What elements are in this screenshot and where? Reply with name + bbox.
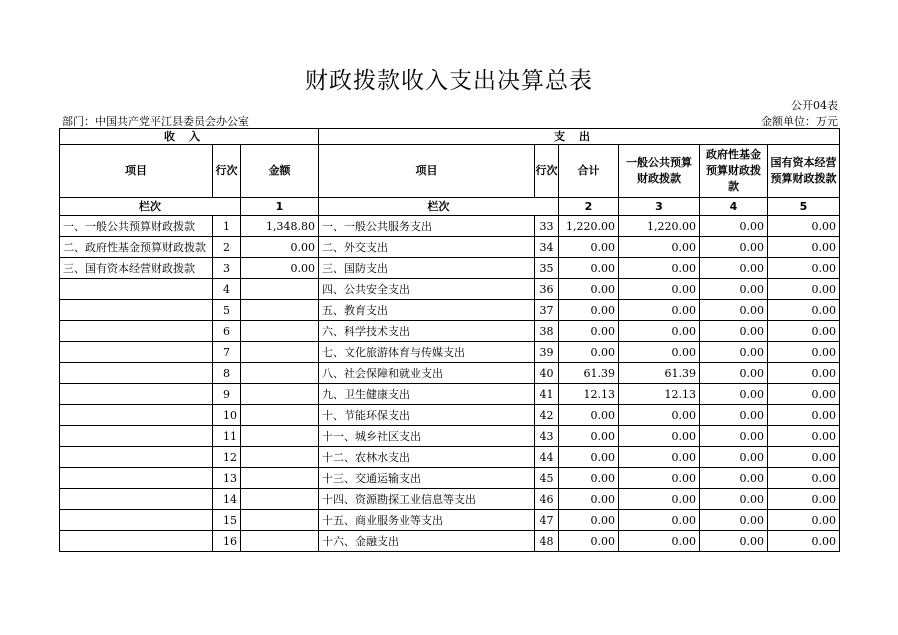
lanci-general: 3	[619, 198, 700, 216]
expenditure-item-cell: 三、国防支出	[319, 258, 535, 279]
income-item-cell	[60, 279, 213, 300]
income-seq-header: 行次	[213, 145, 241, 198]
income-amount-cell	[241, 342, 319, 363]
income-amount-cell	[241, 384, 319, 405]
expenditure-item-cell: 五、教育支出	[319, 300, 535, 321]
state-capital-cell: 0.00	[768, 447, 840, 468]
table-row	[60, 258, 840, 279]
general-budget-cell: 0.00	[619, 300, 700, 321]
form-number: 公开04表	[791, 99, 838, 112]
table-row	[60, 216, 840, 237]
expenditure-item-cell: 六、科学技术支出	[319, 321, 535, 342]
income-seq-cell: 16	[213, 531, 241, 552]
table-row	[60, 489, 840, 510]
income-item-cell	[60, 510, 213, 531]
table-row	[60, 279, 840, 300]
total-cell: 0.00	[559, 279, 619, 300]
fund-budget-cell: 0.00	[700, 237, 768, 258]
fund-budget-cell: 0.00	[700, 363, 768, 384]
general-budget-cell: 0.00	[619, 321, 700, 342]
fund-budget-cell: 0.00	[700, 468, 768, 489]
expenditure-seq-header: 行次	[535, 145, 559, 198]
total-cell: 61.39	[559, 363, 619, 384]
state-capital-cell: 0.00	[768, 300, 840, 321]
income-seq-cell: 4	[213, 279, 241, 300]
fund-budget-cell: 0.00	[700, 300, 768, 321]
fund-budget-cell: 0.00	[700, 489, 768, 510]
column-header-row	[60, 145, 840, 198]
income-seq-cell: 12	[213, 447, 241, 468]
total-cell: 0.00	[559, 300, 619, 321]
income-seq-cell: 13	[213, 468, 241, 489]
income-item-cell	[60, 342, 213, 363]
table-row	[60, 237, 840, 258]
income-amount-cell	[241, 300, 319, 321]
expenditure-seq-cell: 35	[535, 258, 559, 279]
expenditure-item-cell: 八、社会保障和就业支出	[319, 363, 535, 384]
department-label: 部门：中国共产党平江县委员会办公室	[62, 115, 249, 128]
income-amount-cell	[241, 531, 319, 552]
state-capital-cell: 0.00	[768, 363, 840, 384]
general-budget-cell: 0.00	[619, 531, 700, 552]
income-amount-cell: 1,348.80	[241, 216, 319, 237]
income-amount-cell: 0.00	[241, 258, 319, 279]
fund-budget-cell: 0.00	[700, 405, 768, 426]
table-row	[60, 468, 840, 489]
income-amount-header: 金额	[241, 145, 319, 198]
state-capital-cell: 0.00	[768, 489, 840, 510]
income-seq-cell: 7	[213, 342, 241, 363]
income-amount-cell: 0.00	[241, 237, 319, 258]
table-row	[60, 531, 840, 552]
table-row	[60, 405, 840, 426]
page-title: 财政拨款收入支出决算总表	[305, 68, 593, 94]
general-budget-cell: 0.00	[619, 426, 700, 447]
general-budget-cell: 0.00	[619, 405, 700, 426]
state-capital-cell: 0.00	[768, 321, 840, 342]
expenditure-seq-cell: 38	[535, 321, 559, 342]
income-lanci-amount: 1	[241, 198, 319, 216]
state-capital-cell: 0.00	[768, 468, 840, 489]
fund-budget-cell: 0.00	[700, 510, 768, 531]
table-row	[60, 384, 840, 405]
income-amount-cell	[241, 321, 319, 342]
income-seq-cell: 5	[213, 300, 241, 321]
income-item-cell	[60, 363, 213, 384]
expenditure-item-cell: 七、文化旅游体育与传媒支出	[319, 342, 535, 363]
expenditure-seq-cell: 48	[535, 531, 559, 552]
total-cell: 0.00	[559, 510, 619, 531]
general-budget-cell: 0.00	[619, 279, 700, 300]
income-amount-cell	[241, 279, 319, 300]
fund-budget-header: 政府性基金预算财政拨款	[700, 145, 768, 198]
income-item-cell	[60, 447, 213, 468]
expenditure-seq-cell: 45	[535, 468, 559, 489]
income-lanci-label: 栏次	[60, 198, 241, 216]
income-section-header: 收入	[60, 129, 319, 145]
state-capital-cell: 0.00	[768, 258, 840, 279]
expenditure-seq-cell: 44	[535, 447, 559, 468]
column-index-row	[60, 198, 840, 216]
total-cell: 0.00	[559, 321, 619, 342]
income-amount-cell	[241, 510, 319, 531]
total-cell: 0.00	[559, 426, 619, 447]
expenditure-seq-cell: 46	[535, 489, 559, 510]
expenditure-seq-cell: 36	[535, 279, 559, 300]
total-cell: 0.00	[559, 468, 619, 489]
general-budget-cell: 0.00	[619, 342, 700, 363]
general-budget-cell: 0.00	[619, 510, 700, 531]
fund-budget-cell: 0.00	[700, 342, 768, 363]
expenditure-item-cell: 九、卫生健康支出	[319, 384, 535, 405]
income-item-header: 项目	[60, 145, 213, 198]
expenditure-item-cell: 十三、交通运输支出	[319, 468, 535, 489]
state-capital-cell: 0.00	[768, 405, 840, 426]
unit-label: 金额单位：万元	[761, 115, 838, 128]
income-item-cell: 一、一般公共预算财政拨款	[60, 216, 213, 237]
general-budget-cell: 12.13	[619, 384, 700, 405]
income-seq-cell: 11	[213, 426, 241, 447]
lanci-fund: 4	[700, 198, 768, 216]
total-cell: 0.00	[559, 447, 619, 468]
total-header: 合计	[559, 145, 619, 198]
income-seq-cell: 1	[213, 216, 241, 237]
expenditure-item-cell: 十二、农林水支出	[319, 447, 535, 468]
income-seq-cell: 3	[213, 258, 241, 279]
income-amount-cell	[241, 468, 319, 489]
expenditure-item-cell: 十四、资源勘探工业信息等支出	[319, 489, 535, 510]
expenditure-section-header: 支出	[319, 129, 840, 145]
income-seq-cell: 8	[213, 363, 241, 384]
income-seq-cell: 6	[213, 321, 241, 342]
general-budget-cell: 0.00	[619, 258, 700, 279]
table-body	[60, 216, 840, 552]
general-budget-cell: 61.39	[619, 363, 700, 384]
state-capital-cell: 0.00	[768, 237, 840, 258]
fund-budget-cell: 0.00	[700, 426, 768, 447]
expenditure-seq-cell: 47	[535, 510, 559, 531]
fund-budget-cell: 0.00	[700, 531, 768, 552]
expenditure-seq-cell: 39	[535, 342, 559, 363]
table-row	[60, 426, 840, 447]
income-item-cell	[60, 489, 213, 510]
income-item-cell	[60, 405, 213, 426]
state-capital-cell: 0.00	[768, 279, 840, 300]
table-row	[60, 447, 840, 468]
state-capital-cell: 0.00	[768, 510, 840, 531]
total-cell: 0.00	[559, 342, 619, 363]
total-cell: 0.00	[559, 258, 619, 279]
fund-budget-cell: 0.00	[700, 321, 768, 342]
income-seq-cell: 15	[213, 510, 241, 531]
table-row	[60, 321, 840, 342]
expenditure-item-cell: 十、节能环保支出	[319, 405, 535, 426]
income-item-cell	[60, 468, 213, 489]
table-row	[60, 300, 840, 321]
total-cell: 0.00	[559, 405, 619, 426]
expenditure-item-cell: 十一、城乡社区支出	[319, 426, 535, 447]
general-budget-cell: 0.00	[619, 237, 700, 258]
table-row	[60, 363, 840, 384]
general-budget-cell: 1,220.00	[619, 216, 700, 237]
income-amount-cell	[241, 405, 319, 426]
fund-budget-cell: 0.00	[700, 279, 768, 300]
expenditure-item-cell: 十六、金融支出	[319, 531, 535, 552]
total-cell: 0.00	[559, 237, 619, 258]
table-row	[60, 342, 840, 363]
lanci-total: 2	[559, 198, 619, 216]
expenditure-item-header: 项目	[319, 145, 535, 198]
fund-budget-cell: 0.00	[700, 216, 768, 237]
income-item-cell	[60, 300, 213, 321]
total-cell: 0.00	[559, 489, 619, 510]
income-item-cell: 三、国有资本经营财政拨款	[60, 258, 213, 279]
income-seq-cell: 10	[213, 405, 241, 426]
expenditure-seq-cell: 41	[535, 384, 559, 405]
income-amount-cell	[241, 447, 319, 468]
table-row	[60, 510, 840, 531]
income-item-cell: 二、政府性基金预算财政拨款	[60, 237, 213, 258]
income-item-cell	[60, 531, 213, 552]
lanci-state: 5	[768, 198, 840, 216]
fund-budget-cell: 0.00	[700, 258, 768, 279]
budget-summary-table	[59, 128, 840, 552]
expenditure-item-cell: 二、外交支出	[319, 237, 535, 258]
expenditure-lanci-label: 栏次	[319, 198, 559, 216]
income-seq-cell: 2	[213, 237, 241, 258]
fund-budget-cell: 0.00	[700, 384, 768, 405]
income-seq-cell: 14	[213, 489, 241, 510]
state-capital-header: 国有资本经营预算财政拨款	[768, 145, 840, 198]
income-amount-cell	[241, 363, 319, 384]
general-budget-cell: 0.00	[619, 468, 700, 489]
income-seq-cell: 9	[213, 384, 241, 405]
total-cell: 12.13	[559, 384, 619, 405]
general-budget-cell: 0.00	[619, 447, 700, 468]
expenditure-seq-cell: 34	[535, 237, 559, 258]
fund-budget-cell: 0.00	[700, 447, 768, 468]
expenditure-seq-cell: 37	[535, 300, 559, 321]
expenditure-item-cell: 四、公共安全支出	[319, 279, 535, 300]
state-capital-cell: 0.00	[768, 384, 840, 405]
expenditure-item-cell: 十五、商业服务业等支出	[319, 510, 535, 531]
expenditure-seq-cell: 42	[535, 405, 559, 426]
income-item-cell	[60, 426, 213, 447]
income-item-cell	[60, 384, 213, 405]
general-budget-cell: 0.00	[619, 489, 700, 510]
state-capital-cell: 0.00	[768, 426, 840, 447]
general-budget-header: 一般公共预算财政拨款	[619, 145, 700, 198]
income-amount-cell	[241, 489, 319, 510]
expenditure-seq-cell: 33	[535, 216, 559, 237]
total-cell: 0.00	[559, 531, 619, 552]
expenditure-seq-cell: 40	[535, 363, 559, 384]
section-header-row	[60, 129, 840, 145]
state-capital-cell: 0.00	[768, 342, 840, 363]
income-item-cell	[60, 321, 213, 342]
expenditure-item-cell: 一、一般公共服务支出	[319, 216, 535, 237]
income-amount-cell	[241, 426, 319, 447]
state-capital-cell: 0.00	[768, 216, 840, 237]
state-capital-cell: 0.00	[768, 531, 840, 552]
total-cell: 1,220.00	[559, 216, 619, 237]
expenditure-seq-cell: 43	[535, 426, 559, 447]
